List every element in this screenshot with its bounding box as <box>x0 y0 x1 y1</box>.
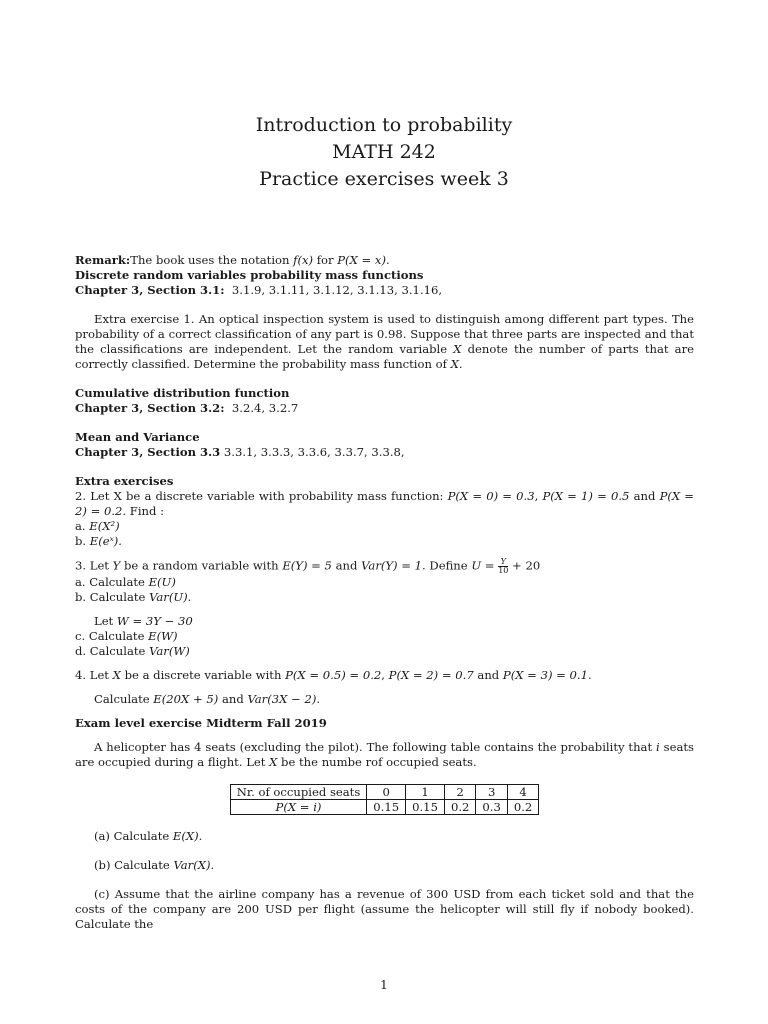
exercise-3a: a. Calculate E(U) <box>75 575 176 589</box>
section-heading-mean-variance: Mean and Variance <box>75 430 200 444</box>
fraction-y-over-10: $\frac{Y}{10}$ <box>498 557 509 575</box>
table-cell: 0.2 <box>444 800 475 815</box>
chapter-line-3-2: Chapter 3, Section 3.2: 3.2.4, 3.2.7 <box>75 401 299 415</box>
course-title: Introduction to probability <box>255 114 513 136</box>
page-number: 1 <box>380 978 388 992</box>
chapter-line-3-3: Chapter 3, Section 3.3 3.3.1, 3.3.3, 3.3.6, 3.3.7, 3.3.8, <box>75 445 405 459</box>
exercise-3d: d. Calculate Var(W) <box>75 644 190 658</box>
remark: Remark:The book uses the notation f(x) for P(X = x). <box>75 253 390 267</box>
exercise-3-let-w: Let W = 3Y − 30 <box>94 614 193 628</box>
exam-intro: A helicopter has 4 seats (excluding the pilot). The following table contains the probability that i seats are occupied during a flight. Let X be the numbe rof occupied seats. <box>75 740 694 769</box>
section-heading-cdf: Cumulative distribution function <box>75 386 290 400</box>
section-heading-pmf: Discrete random variables probability mass functions <box>75 268 424 282</box>
course-code: MATH 242 <box>332 141 436 163</box>
exercise-3: 3. Let Y be a random variable with E(Y) = 5 and Var(Y) = 1. Define U = $\frac{Y}{10}$ + 20 <box>75 557 541 575</box>
section-heading-exam: Exam level exercise Midterm Fall 2019 <box>75 716 327 730</box>
title-block <box>0 112 768 193</box>
exercise-4-calculate: Calculate E(20X + 5) and Var(3X − 2). <box>94 692 321 706</box>
table-cell: 0.2 <box>507 800 538 815</box>
table-row <box>230 785 539 800</box>
table-cell: 0.15 <box>367 800 406 815</box>
table-cell: 1 <box>406 785 445 800</box>
table-cell: 4 <box>507 785 538 800</box>
exercise-3c: c. Calculate E(W) <box>75 629 178 643</box>
chapter-line-3-1: Chapter 3, Section 3.1: 3.1.9, 3.1.11, 3.1.12, 3.1.13, 3.1.16, <box>75 283 443 297</box>
exam-part-c: (c) Assume that the airline company has a revenue of 300 USD from each ticket sold and that the costs of the company are 200 USD per flight (assume the helicopter will still fly if nobody booked). Calculate the <box>75 887 694 931</box>
section-heading-extra-exercises: Extra exercises <box>75 474 174 488</box>
exercise-2: 2. Let X be a discrete variable with probability mass function: P(X = 0) = 0.3, P(X = 1) = 0.5 and P(X = 2) = 0.2. Find : <box>75 489 695 518</box>
table-cell: 2 <box>444 785 475 800</box>
exam-part-a: (a) Calculate E(X). <box>94 829 203 843</box>
document-body <box>75 253 694 932</box>
extra-exercise-1: Extra exercise 1. An optical inspection system is used to distinguish among different part types. The probability of a correct classification of any part is 0.98. Suppose that three parts are inspected and that the classifications are independent. Let the random variable X denote the number of parts that are correctly classified. Determine the probability mass function of X. <box>75 312 694 371</box>
table-cell: 3 <box>476 785 507 800</box>
worksheet-title: Practice exercises week 3 <box>259 168 509 190</box>
table-header-seats: Nr. of occupied seats <box>230 785 367 800</box>
exercise-2b: b. E(eˣ). <box>75 534 122 548</box>
exercise-4: 4. Let X be a discrete variable with P(X = 0.5) = 0.2, P(X = 2) = 0.7 and P(X = 3) = 0.1. <box>75 668 592 682</box>
seat-probability-table <box>230 784 540 815</box>
table-cell: 0 <box>367 785 406 800</box>
remark-label: Remark: <box>75 253 131 267</box>
exam-part-b: (b) Calculate Var(X). <box>94 858 215 872</box>
exercise-2a: a. E(X²) <box>75 519 120 533</box>
table-header-probability: P(X = i) <box>230 800 367 815</box>
exercise-3b: b. Calculate Var(U). <box>75 590 192 604</box>
table-cell: 0.3 <box>476 800 507 815</box>
table-row <box>230 800 539 815</box>
table-cell: 0.15 <box>406 800 445 815</box>
